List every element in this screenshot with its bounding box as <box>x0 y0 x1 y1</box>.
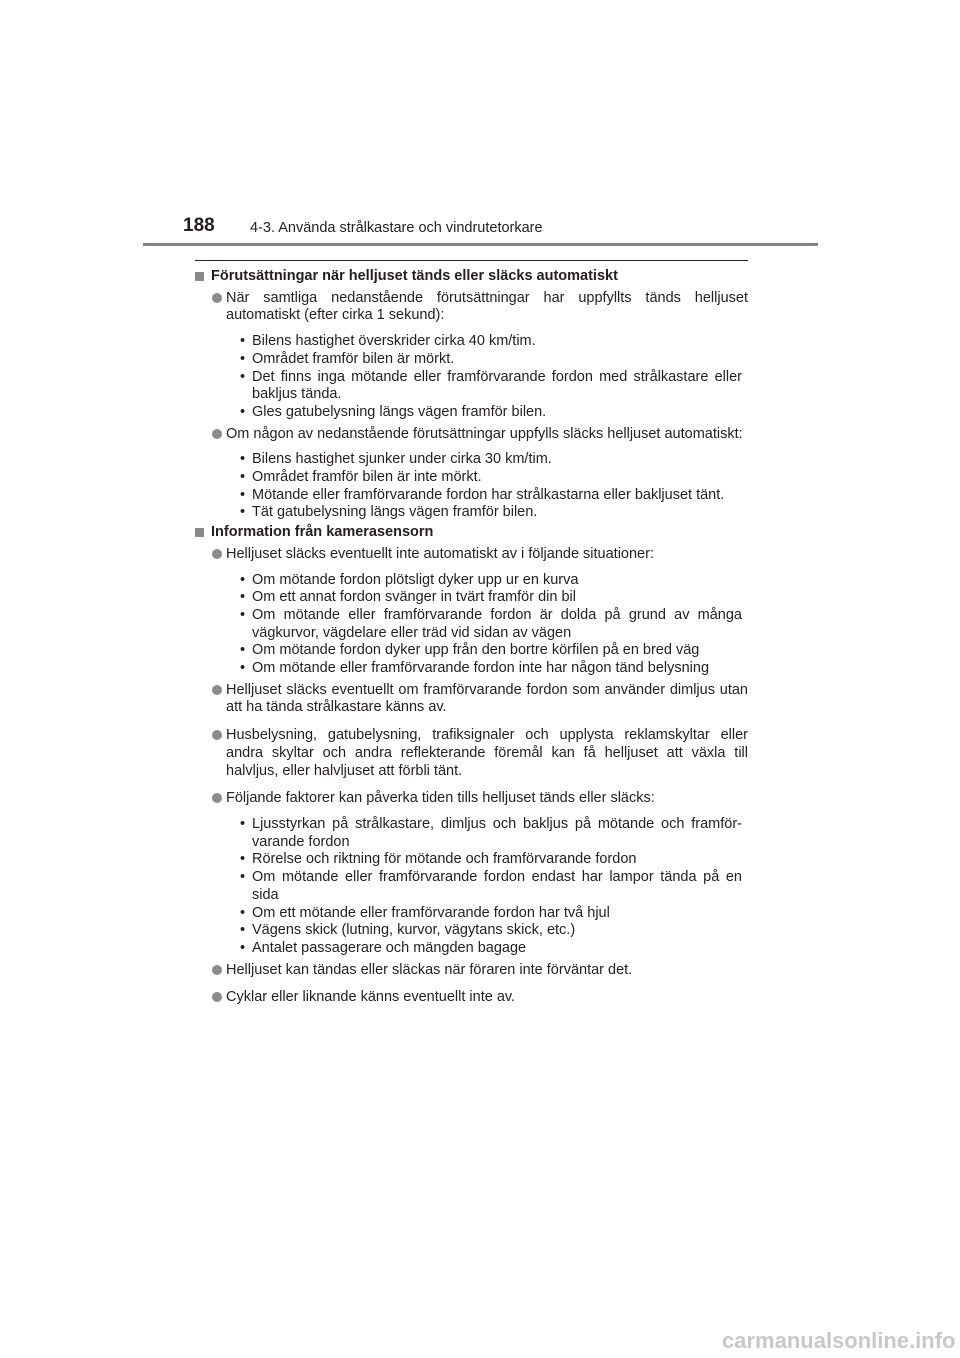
bullet-text: Helljuset släcks eventuellt om framförvarande fordon som använder dimljus utan att ha tända strålkastare känns av. <box>226 681 748 716</box>
sub-list-item <box>195 404 748 422</box>
sub-list <box>195 451 748 522</box>
bullet-text: Helljuset släcks eventuellt inte automatiskt av i följande situationer: <box>226 545 654 562</box>
header-divider <box>143 243 818 246</box>
sub-list-item <box>195 642 748 660</box>
section-divider <box>195 260 748 261</box>
sub-list-item <box>195 487 748 505</box>
sub-list-item <box>195 333 748 351</box>
sub-list-item <box>195 905 748 923</box>
sub-item-text: Området framför bilen är mörkt. <box>252 350 455 367</box>
sub-list-item <box>195 504 748 522</box>
bullet-text: Husbelysning, gatubelysning, trafiksignaler och upplysta reklamskyltar eller andra skyltar och andra reflekterande föremål kan få helljuset att växla till halvljus, eller halvljuset att förbli tänt. <box>226 727 748 779</box>
sub-item-text: Rörelse och riktning för mötande och framförvarande fordon <box>252 851 637 868</box>
spacer <box>195 780 748 786</box>
small-dot-icon: • <box>240 486 246 503</box>
bullet-text: Cyklar eller liknande känns eventuellt inte av. <box>226 989 516 1006</box>
circle-bullet-icon <box>212 992 222 1002</box>
small-dot-icon: • <box>240 333 246 350</box>
spacer <box>195 979 748 985</box>
sub-item-text: Det finns inga mötande eller framförvarande fordon med strålkastare eller bakljus tända. <box>252 368 742 403</box>
small-dot-icon: • <box>240 403 246 420</box>
bullet-paragraph <box>195 682 748 717</box>
sub-item-text: Om mötande eller framförvarande fordon endast har lampor tända på en sida <box>252 869 742 903</box>
page-number: 188 <box>183 215 215 236</box>
sub-item-text: Vägens skick (lutning, kurvor, vägytans skick, etc.) <box>252 922 576 939</box>
small-dot-icon: • <box>240 869 246 886</box>
sub-list-item <box>195 940 748 958</box>
sub-list-item <box>195 589 748 607</box>
spacer <box>195 1007 748 1013</box>
small-dot-icon: • <box>240 504 246 521</box>
small-dot-icon: • <box>240 922 246 939</box>
bullet-paragraph <box>195 790 748 808</box>
sub-list-item <box>195 369 748 404</box>
sub-list-item <box>195 351 748 369</box>
circle-bullet-icon <box>212 730 222 740</box>
small-dot-icon: • <box>240 451 246 468</box>
sub-item-text: Om mötande fordon dyker upp från den bortre körfilen på en bred väg <box>252 642 700 659</box>
small-dot-icon: • <box>240 642 246 659</box>
bullet-text: När samtliga nedanstående förutsättningar har uppfyllts tänds helljuset automatiskt (efter cirka 1 sekund): <box>226 289 748 324</box>
sub-item-text: Om mötande eller framförvarande fordon inte har någon tänd belysning <box>252 660 710 677</box>
sub-list-item <box>195 816 748 851</box>
section-heading-text: Information från kamerasensorn <box>211 524 434 541</box>
bullet-paragraph <box>195 290 748 325</box>
circle-bullet-icon <box>212 965 222 975</box>
small-dot-icon: • <box>240 368 246 385</box>
sub-item-text: Om ett mötande eller framförvarande fordon har två hjul <box>252 904 610 921</box>
watermark: carmanualsonline.info <box>722 1328 956 1353</box>
circle-bullet-icon <box>212 429 222 439</box>
sub-item-text: Bilens hastighet överskrider cirka 40 km/tim. <box>252 333 536 350</box>
sub-item-text: Området framför bilen är inte mörkt. <box>252 469 482 486</box>
bullet-text: Helljuset kan tändas eller släckas när föraren inte förväntar det. <box>226 961 633 978</box>
small-dot-icon: • <box>240 851 246 868</box>
chapter-title: 4-3. Använda strålkastare och vindrutetorkare <box>250 220 543 236</box>
sub-list-item <box>195 572 748 590</box>
circle-bullet-icon <box>212 549 222 559</box>
sub-list <box>195 333 748 422</box>
bullet-text: Följande faktorer kan påverka tiden tills helljuset tänds eller släcks: <box>226 790 655 807</box>
bullet-paragraph <box>195 727 748 780</box>
square-bullet-icon <box>195 272 204 281</box>
sub-item-text: Om mötande eller framförvarande fordon är dolda på grund av många vägkurvor, vägdelare eller träd vid sidan av vägen <box>252 606 742 641</box>
sub-list-item <box>195 869 748 904</box>
sub-list-item <box>195 469 748 487</box>
circle-bullet-icon <box>212 685 222 695</box>
sub-list-item <box>195 451 748 469</box>
sub-item-text: Om mötande fordon plötsligt dyker upp ur en kurva <box>252 571 579 588</box>
circle-bullet-icon <box>212 293 222 303</box>
sub-list-item <box>195 660 748 678</box>
circle-bullet-icon <box>212 793 222 803</box>
page-content <box>195 260 748 1013</box>
sub-list-item <box>195 922 748 940</box>
bullet-paragraph <box>195 546 748 564</box>
sub-list-item <box>195 607 748 642</box>
sub-list <box>195 572 748 678</box>
small-dot-icon: • <box>240 606 246 623</box>
small-dot-icon: • <box>240 571 246 588</box>
sub-item-text: Bilens hastighet sjunker under cirka 30 km/tim. <box>252 451 552 468</box>
bullet-text: Om någon av nedanstående förutsättningar uppfylls släcks helljuset automatiskt: <box>226 425 743 442</box>
small-dot-icon: • <box>240 660 246 677</box>
sub-item-text: Om ett annat fordon svänger in tvärt framför din bil <box>252 589 576 606</box>
section-heading-text: Förutsättningar när helljuset tänds eller släcks automatiskt <box>211 268 618 284</box>
small-dot-icon: • <box>240 815 246 832</box>
section-heading <box>195 268 748 286</box>
sub-list-item <box>195 851 748 869</box>
small-dot-icon: • <box>240 939 246 956</box>
bullet-paragraph <box>195 989 748 1007</box>
sub-list <box>195 816 748 958</box>
bullet-paragraph <box>195 962 748 980</box>
sub-item-text: Antalet passagerare och mängden bagage <box>252 939 527 956</box>
small-dot-icon: • <box>240 904 246 921</box>
sub-item-text: Ljusstyrkan på strålkastare, dimljus och bakljus på mötande och framförvarande fordon <box>252 815 742 850</box>
small-dot-icon: • <box>240 589 246 606</box>
small-dot-icon: • <box>240 350 246 367</box>
sub-item-text: Mötande eller framförvarande fordon har strålkastarna eller bakljuset tänt. <box>252 486 725 503</box>
spacer <box>195 717 748 723</box>
section-heading <box>195 524 748 542</box>
sub-item-text: Tät gatubelysning längs vägen framför bilen. <box>252 504 538 521</box>
bullet-paragraph <box>195 426 748 444</box>
square-bullet-icon <box>195 528 204 537</box>
small-dot-icon: • <box>240 469 246 486</box>
sub-item-text: Gles gatubelysning längs vägen framför bilen. <box>252 403 547 420</box>
page-header <box>0 0 960 250</box>
